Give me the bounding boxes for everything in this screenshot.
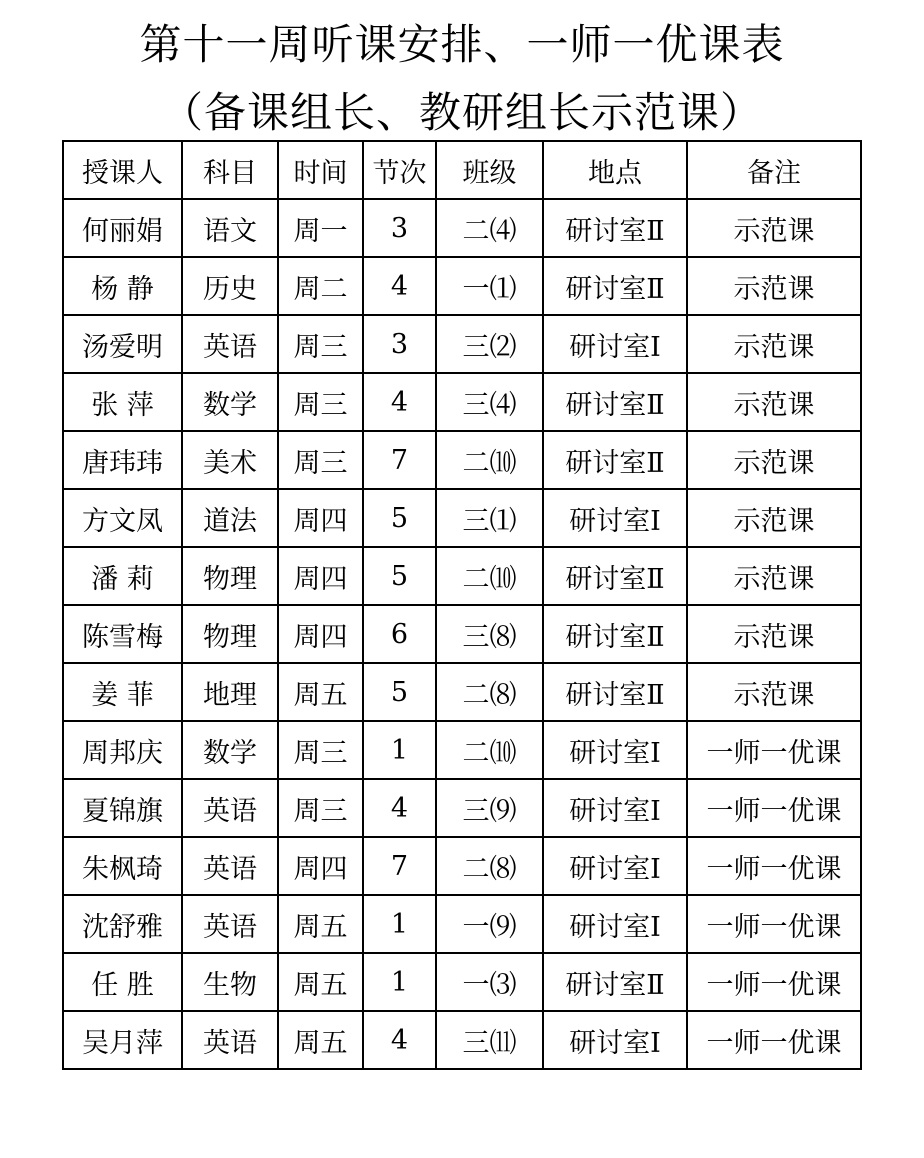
- cell-subject: 地理: [182, 663, 278, 721]
- cell-teacher: 陈雪梅: [63, 605, 182, 663]
- table-row: [63, 779, 861, 837]
- cell-note: 示范课: [687, 547, 861, 605]
- cell-class: 二⑷: [436, 199, 543, 257]
- cell-teacher: 姜 菲: [63, 663, 182, 721]
- cell-period: 4: [363, 257, 436, 315]
- cell-note: 示范课: [687, 605, 861, 663]
- header-location: 地点: [543, 141, 687, 199]
- cell-teacher: 何丽娟: [63, 199, 182, 257]
- cell-location: 研讨室I: [543, 779, 687, 837]
- cell-period: 5: [363, 489, 436, 547]
- cell-note: 一师一优课: [687, 895, 861, 953]
- header-period: 节次: [363, 141, 436, 199]
- page-subtitle: （备课组长、教研组长示范课）: [160, 88, 763, 137]
- header-class: 班级: [436, 141, 543, 199]
- cell-subject: 英语: [182, 895, 278, 953]
- cell-period: 3: [363, 199, 436, 257]
- cell-teacher: 潘 莉: [63, 547, 182, 605]
- cell-period: 4: [363, 779, 436, 837]
- cell-subject: 英语: [182, 1011, 278, 1069]
- cell-time: 周三: [278, 315, 363, 373]
- cell-time: 周五: [278, 1011, 363, 1069]
- cell-class: 一⑶: [436, 953, 543, 1011]
- cell-subject: 语文: [182, 199, 278, 257]
- cell-time: 周一: [278, 199, 363, 257]
- cell-location: 研讨室Ⅱ: [543, 663, 687, 721]
- cell-note: 示范课: [687, 663, 861, 721]
- cell-class: 二⑻: [436, 837, 543, 895]
- cell-subject: 数学: [182, 373, 278, 431]
- cell-class: 三⑷: [436, 373, 543, 431]
- cell-class: 三⑴: [436, 489, 543, 547]
- cell-subject: 美术: [182, 431, 278, 489]
- cell-time: 周五: [278, 663, 363, 721]
- header-note: 备注: [687, 141, 861, 199]
- cell-period: 5: [363, 547, 436, 605]
- cell-subject: 英语: [182, 779, 278, 837]
- table-row: [63, 721, 861, 779]
- cell-location: 研讨室Ⅱ: [543, 953, 687, 1011]
- cell-teacher: 汤爱明: [63, 315, 182, 373]
- cell-subject: 英语: [182, 315, 278, 373]
- cell-class: 一⑼: [436, 895, 543, 953]
- cell-class: 三⑻: [436, 605, 543, 663]
- cell-period: 1: [363, 953, 436, 1011]
- cell-note: 一师一优课: [687, 837, 861, 895]
- cell-location: 研讨室Ⅱ: [543, 373, 687, 431]
- cell-subject: 生物: [182, 953, 278, 1011]
- cell-subject: 物理: [182, 547, 278, 605]
- cell-note: 一师一优课: [687, 953, 861, 1011]
- table-row: [63, 257, 861, 315]
- cell-time: 周三: [278, 431, 363, 489]
- cell-time: 周三: [278, 721, 363, 779]
- cell-period: 7: [363, 431, 436, 489]
- cell-location: 研讨室Ⅱ: [543, 605, 687, 663]
- cell-location: 研讨室Ⅱ: [543, 431, 687, 489]
- cell-note: 一师一优课: [687, 779, 861, 837]
- cell-class: 三⑼: [436, 779, 543, 837]
- cell-time: 周四: [278, 547, 363, 605]
- table-row: [63, 1011, 861, 1069]
- cell-subject: 历史: [182, 257, 278, 315]
- cell-time: 周四: [278, 837, 363, 895]
- table-row: [63, 489, 861, 547]
- cell-subject: 数学: [182, 721, 278, 779]
- table-body: [63, 199, 861, 1069]
- cell-class: 三⑾: [436, 1011, 543, 1069]
- cell-time: 周四: [278, 605, 363, 663]
- cell-note: 示范课: [687, 373, 861, 431]
- cell-location: 研讨室I: [543, 1011, 687, 1069]
- cell-location: 研讨室I: [543, 489, 687, 547]
- cell-time: 周五: [278, 895, 363, 953]
- cell-note: 示范课: [687, 431, 861, 489]
- cell-period: 3: [363, 315, 436, 373]
- table-row: [63, 953, 861, 1011]
- cell-location: 研讨室I: [543, 315, 687, 373]
- cell-class: 二⑽: [436, 721, 543, 779]
- cell-period: 4: [363, 373, 436, 431]
- cell-teacher: 夏锦旗: [63, 779, 182, 837]
- header-teacher: 授课人: [63, 141, 182, 199]
- cell-note: 一师一优课: [687, 1011, 861, 1069]
- table-row: [63, 605, 861, 663]
- table-row: [63, 199, 861, 257]
- cell-teacher: 方文凤: [63, 489, 182, 547]
- cell-time: 周二: [278, 257, 363, 315]
- table-row: [63, 895, 861, 953]
- table-row: [63, 837, 861, 895]
- cell-note: 示范课: [687, 489, 861, 547]
- cell-location: 研讨室I: [543, 895, 687, 953]
- cell-period: 6: [363, 605, 436, 663]
- cell-subject: 英语: [182, 837, 278, 895]
- table-row: [63, 315, 861, 373]
- cell-class: 二⑽: [436, 547, 543, 605]
- cell-location: 研讨室I: [543, 721, 687, 779]
- cell-class: 一⑴: [436, 257, 543, 315]
- header-time: 时间: [278, 141, 363, 199]
- cell-class: 三⑵: [436, 315, 543, 373]
- table-row: [63, 431, 861, 489]
- cell-time: 周五: [278, 953, 363, 1011]
- cell-teacher: 朱枫琦: [63, 837, 182, 895]
- table-row: [63, 547, 861, 605]
- cell-period: 4: [363, 1011, 436, 1069]
- cell-note: 示范课: [687, 315, 861, 373]
- cell-teacher: 周邦庆: [63, 721, 182, 779]
- table-header-row: [63, 141, 861, 199]
- cell-time: 周四: [278, 489, 363, 547]
- cell-location: 研讨室I: [543, 837, 687, 895]
- lesson-schedule-table: [62, 140, 862, 1070]
- cell-class: 二⑻: [436, 663, 543, 721]
- cell-location: 研讨室Ⅱ: [543, 547, 687, 605]
- cell-period: 1: [363, 895, 436, 953]
- cell-teacher: 唐玮玮: [63, 431, 182, 489]
- header-subject: 科目: [182, 141, 278, 199]
- cell-note: 一师一优课: [687, 721, 861, 779]
- table-row: [63, 663, 861, 721]
- cell-period: 5: [363, 663, 436, 721]
- cell-subject: 物理: [182, 605, 278, 663]
- cell-subject: 道法: [182, 489, 278, 547]
- cell-teacher: 杨 静: [63, 257, 182, 315]
- cell-period: 7: [363, 837, 436, 895]
- cell-note: 示范课: [687, 199, 861, 257]
- cell-location: 研讨室Ⅱ: [543, 257, 687, 315]
- cell-teacher: 沈舒雅: [63, 895, 182, 953]
- cell-teacher: 张 萍: [63, 373, 182, 431]
- cell-teacher: 吴月萍: [63, 1011, 182, 1069]
- cell-teacher: 任 胜: [63, 953, 182, 1011]
- cell-time: 周三: [278, 779, 363, 837]
- cell-location: 研讨室Ⅱ: [543, 199, 687, 257]
- cell-time: 周三: [278, 373, 363, 431]
- page-title: 第十一周听课安排、一师一优课表: [139, 20, 785, 69]
- cell-note: 示范课: [687, 257, 861, 315]
- cell-class: 二⑽: [436, 431, 543, 489]
- cell-period: 1: [363, 721, 436, 779]
- table-row: [63, 373, 861, 431]
